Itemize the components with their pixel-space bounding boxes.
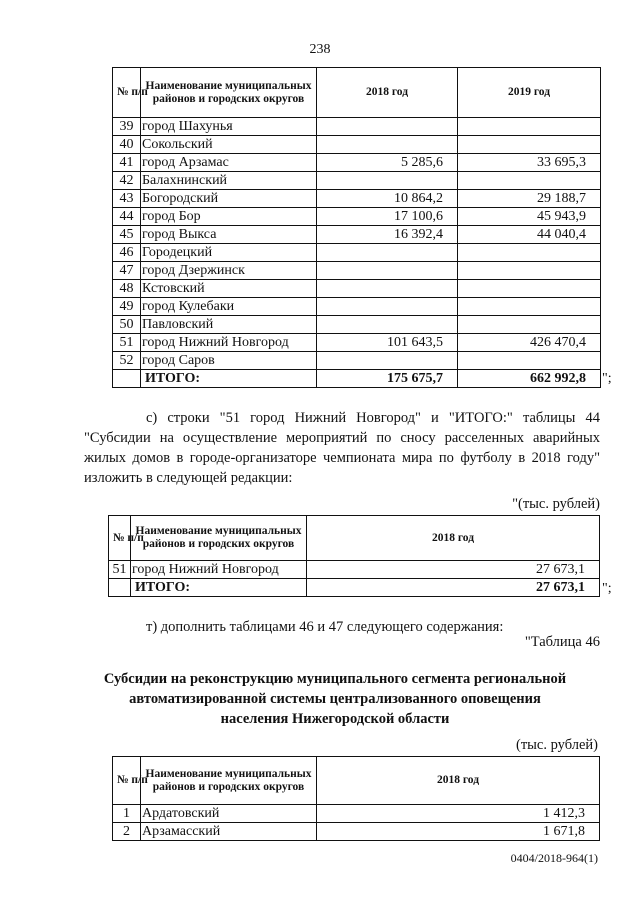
- table2-closing-quote: ";: [602, 581, 612, 596]
- table-row: [113, 352, 601, 370]
- total-row: [113, 370, 601, 388]
- row-value-2019: 426 470,4: [458, 334, 601, 352]
- row-value-2018: [317, 280, 458, 298]
- row-name: город Выкса: [141, 226, 317, 244]
- total-value-2019: 662 992,8: [458, 370, 601, 388]
- row-number: 48: [113, 280, 141, 298]
- row-name: Балахнинский: [141, 172, 317, 190]
- row-value-2018: 1 412,3: [317, 805, 600, 823]
- row-name: Кстовский: [141, 280, 317, 298]
- row-value-2018: [317, 316, 458, 334]
- row-number: 39: [113, 118, 141, 136]
- row-value-2018: [317, 244, 458, 262]
- row-number: 1: [113, 805, 141, 823]
- total-label: ИТОГО:: [141, 370, 317, 388]
- total-value-2018: 27 673,1: [307, 579, 600, 597]
- row-value-2019: [458, 262, 601, 280]
- table-row: [113, 262, 601, 280]
- document-code: 0404/2018-964(1): [510, 851, 598, 865]
- header-2019: 2019 год: [458, 68, 601, 118]
- total-row: [109, 579, 600, 597]
- row-value-2018: [317, 172, 458, 190]
- row-number: [109, 579, 131, 597]
- header-no: № п/п: [113, 757, 141, 805]
- row-value-2019: [458, 118, 601, 136]
- page-number: 238: [309, 42, 331, 57]
- row-value-2019: [458, 316, 601, 334]
- header-name: Наименование муниципальных районов и городских округов: [141, 757, 317, 805]
- row-name: город Шахунья: [141, 118, 317, 136]
- header-2018: 2018 год: [317, 757, 600, 805]
- row-value-2018: 1 671,8: [317, 823, 600, 841]
- row-value-2018: 5 285,6: [317, 154, 458, 172]
- row-value-2018: 101 643,5: [317, 334, 458, 352]
- row-number: 42: [113, 172, 141, 190]
- row-value-2018: [317, 298, 458, 316]
- table-row: [113, 805, 600, 823]
- total-value-2018: 175 675,7: [317, 370, 458, 388]
- table-row: [113, 316, 601, 334]
- table-46-label: "Таблица 46: [524, 634, 600, 650]
- row-number: 52: [113, 352, 141, 370]
- row-value-2018: [317, 352, 458, 370]
- row-value-2019: 44 040,4: [458, 226, 601, 244]
- row-number: 43: [113, 190, 141, 208]
- row-value-2018: [317, 118, 458, 136]
- header-name: Наименование муниципальных районов и городских округов: [131, 516, 307, 561]
- row-name: город Дзержинск: [141, 262, 317, 280]
- row-value-2019: [458, 280, 601, 298]
- row-value-2019: [458, 352, 601, 370]
- row-value-2018: [317, 136, 458, 154]
- row-value-2019: [458, 172, 601, 190]
- row-number: 40: [113, 136, 141, 154]
- row-number: 51: [109, 561, 131, 579]
- table-row: [113, 298, 601, 316]
- subsidy-table-2018-2019: [112, 67, 601, 388]
- row-number: 2: [113, 823, 141, 841]
- table-row: [113, 280, 601, 298]
- subsidy-table-44-excerpt: [108, 515, 600, 597]
- row-name: Богородский: [141, 190, 317, 208]
- row-value-2018: 10 864,2: [317, 190, 458, 208]
- row-name: Арзамасский: [141, 823, 317, 841]
- table-row: [113, 823, 600, 841]
- row-name: город Нижний Новгород: [131, 561, 307, 579]
- table-row: [113, 154, 601, 172]
- table-row: [113, 244, 601, 262]
- row-number: 41: [113, 154, 141, 172]
- row-value-2019: 29 188,7: [458, 190, 601, 208]
- row-number: 50: [113, 316, 141, 334]
- table-row: [109, 561, 600, 579]
- row-number: 44: [113, 208, 141, 226]
- row-name: Сокольский: [141, 136, 317, 154]
- row-value-2018: [317, 262, 458, 280]
- table-row: [113, 190, 601, 208]
- total-label: ИТОГО:: [131, 579, 307, 597]
- row-value-2019: [458, 136, 601, 154]
- table-row: [113, 136, 601, 154]
- header-no: № п/п: [109, 516, 131, 561]
- row-number: 46: [113, 244, 141, 262]
- header-name: Наименование муниципальных районов и городских округов: [141, 68, 317, 118]
- row-number: 45: [113, 226, 141, 244]
- table-row: [113, 334, 601, 352]
- row-name: город Нижний Новгород: [141, 334, 317, 352]
- row-name: город Арзамас: [141, 154, 317, 172]
- header-2018: 2018 год: [307, 516, 600, 561]
- row-name: город Кулебаки: [141, 298, 317, 316]
- units-label-2: (тыс. рублей): [516, 737, 598, 753]
- row-number: 51: [113, 334, 141, 352]
- row-value-2019: [458, 244, 601, 262]
- units-label-1: "(тыс. рублей): [512, 496, 600, 512]
- paragraph-t: т) дополнить таблицами 46 и 47 следующего содержания:: [146, 619, 504, 635]
- header-no: № п/п: [113, 68, 141, 118]
- subsidy-table-46: [112, 756, 600, 841]
- row-name: город Бор: [141, 208, 317, 226]
- row-name: Павловский: [141, 316, 317, 334]
- row-value-2019: [458, 298, 601, 316]
- row-value-2018: 16 392,4: [317, 226, 458, 244]
- row-value-2018: 17 100,6: [317, 208, 458, 226]
- row-value-2018: 27 673,1: [307, 561, 600, 579]
- table-row: [113, 208, 601, 226]
- row-number: [113, 370, 141, 388]
- row-value-2019: 33 695,3: [458, 154, 601, 172]
- table-row: [113, 226, 601, 244]
- table-row: [113, 118, 601, 136]
- table-row: [113, 172, 601, 190]
- row-name: город Саров: [141, 352, 317, 370]
- table-46-title: Субсидии на реконструкцию муниципального сегмента региональной автоматизированной системы централизованного оповещения населения Нижегородской области: [103, 671, 567, 727]
- table1-closing-quote: ";: [602, 371, 612, 386]
- row-number: 47: [113, 262, 141, 280]
- row-number: 49: [113, 298, 141, 316]
- row-name: Ардатовский: [141, 805, 317, 823]
- row-name: Городецкий: [141, 244, 317, 262]
- paragraph-s: с) строки "51 город Нижний Новгород" и "ИТОГО:" таблицы 44 "Субсидии на осуществление мероприятий по сносу расселенных аварийных жилых домов в городе-организаторе чемпионата мира по футболу в 2018 году" изложить в следующей редакции:: [84, 410, 600, 486]
- row-value-2019: 45 943,9: [458, 208, 601, 226]
- header-2018: 2018 год: [317, 68, 458, 118]
